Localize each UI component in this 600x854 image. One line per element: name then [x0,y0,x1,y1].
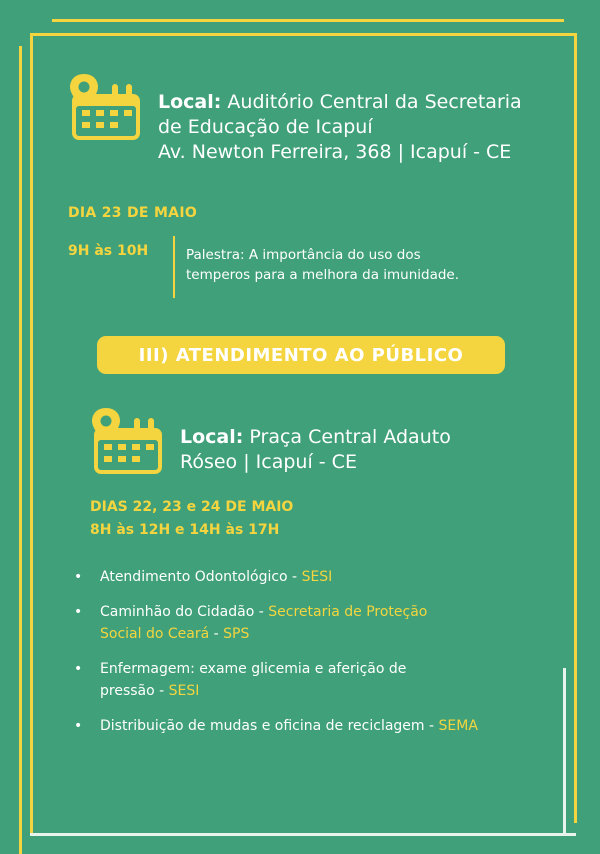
local-line: Auditório Central da Secretaria [227,91,522,113]
local-label: Local: [158,91,222,113]
bullet: • [74,604,83,620]
list-item [70,715,550,737]
local-line: Av. Newton Ferreira, 368 | Icapuí - CE [158,141,512,163]
local-line: Róseo | Icapuí - CE [180,451,357,473]
service-text: Atendimento Odontológico - [100,569,302,585]
bullet: • [74,718,83,734]
local-line: de Educação de Icapuí [158,116,373,138]
frame-top-left-line [30,33,576,36]
talk-line: temperos para a melhora da imunidade. [186,267,460,283]
list-item [70,601,550,645]
service-org: SPS [223,626,250,642]
frame-left-outer-line [19,46,22,854]
service-text: Distribuição de mudas e oficina de reciclagem - [100,718,439,734]
section-banner: III) ATENDIMENTO AO PÚBLICO [97,336,505,374]
local-line: Praça Central Adauto [249,426,451,448]
service-org: SEMA [438,718,478,734]
time-slot: 9H às 10H [68,243,149,259]
list-item [70,658,550,702]
frame-right-line [574,33,577,823]
frame-right-inner-line [563,668,566,836]
service-text: Caminhão do Cidadão - [100,604,269,620]
service-text: pressão - [100,683,169,699]
service-org: Social do Ceará [100,626,210,642]
bullet: • [74,569,83,585]
days-line: DIAS 22, 23 e 24 DE MAIO [90,499,294,515]
divider-bar [173,236,175,298]
service-text: Enfermagem: exame glicemia e aferição de [100,661,407,677]
days-schedule [90,496,293,542]
frame-bottom-line [30,833,576,836]
talk-line: Palestra: A importância do uso dos [186,247,421,263]
services-list [70,566,550,750]
service-text: - [209,626,224,642]
list-item [70,566,550,588]
local-address-1 [158,90,522,165]
hours-line: 8H às 12H e 14H às 17H [90,522,280,538]
local-label: Local: [180,426,244,448]
service-org: SESI [168,683,200,699]
bullet: • [74,661,83,677]
frame-left-line [30,33,33,835]
service-org: SESI [301,569,333,585]
calendar-location-icon [88,406,168,476]
frame-top-outer-line [52,19,564,22]
local-address-2 [180,425,451,475]
day-title: DIA 23 DE MAIO [68,205,198,221]
calendar-location-icon [66,72,146,142]
talk-description [186,245,459,285]
service-org: Secretaria de Proteção [268,604,428,620]
